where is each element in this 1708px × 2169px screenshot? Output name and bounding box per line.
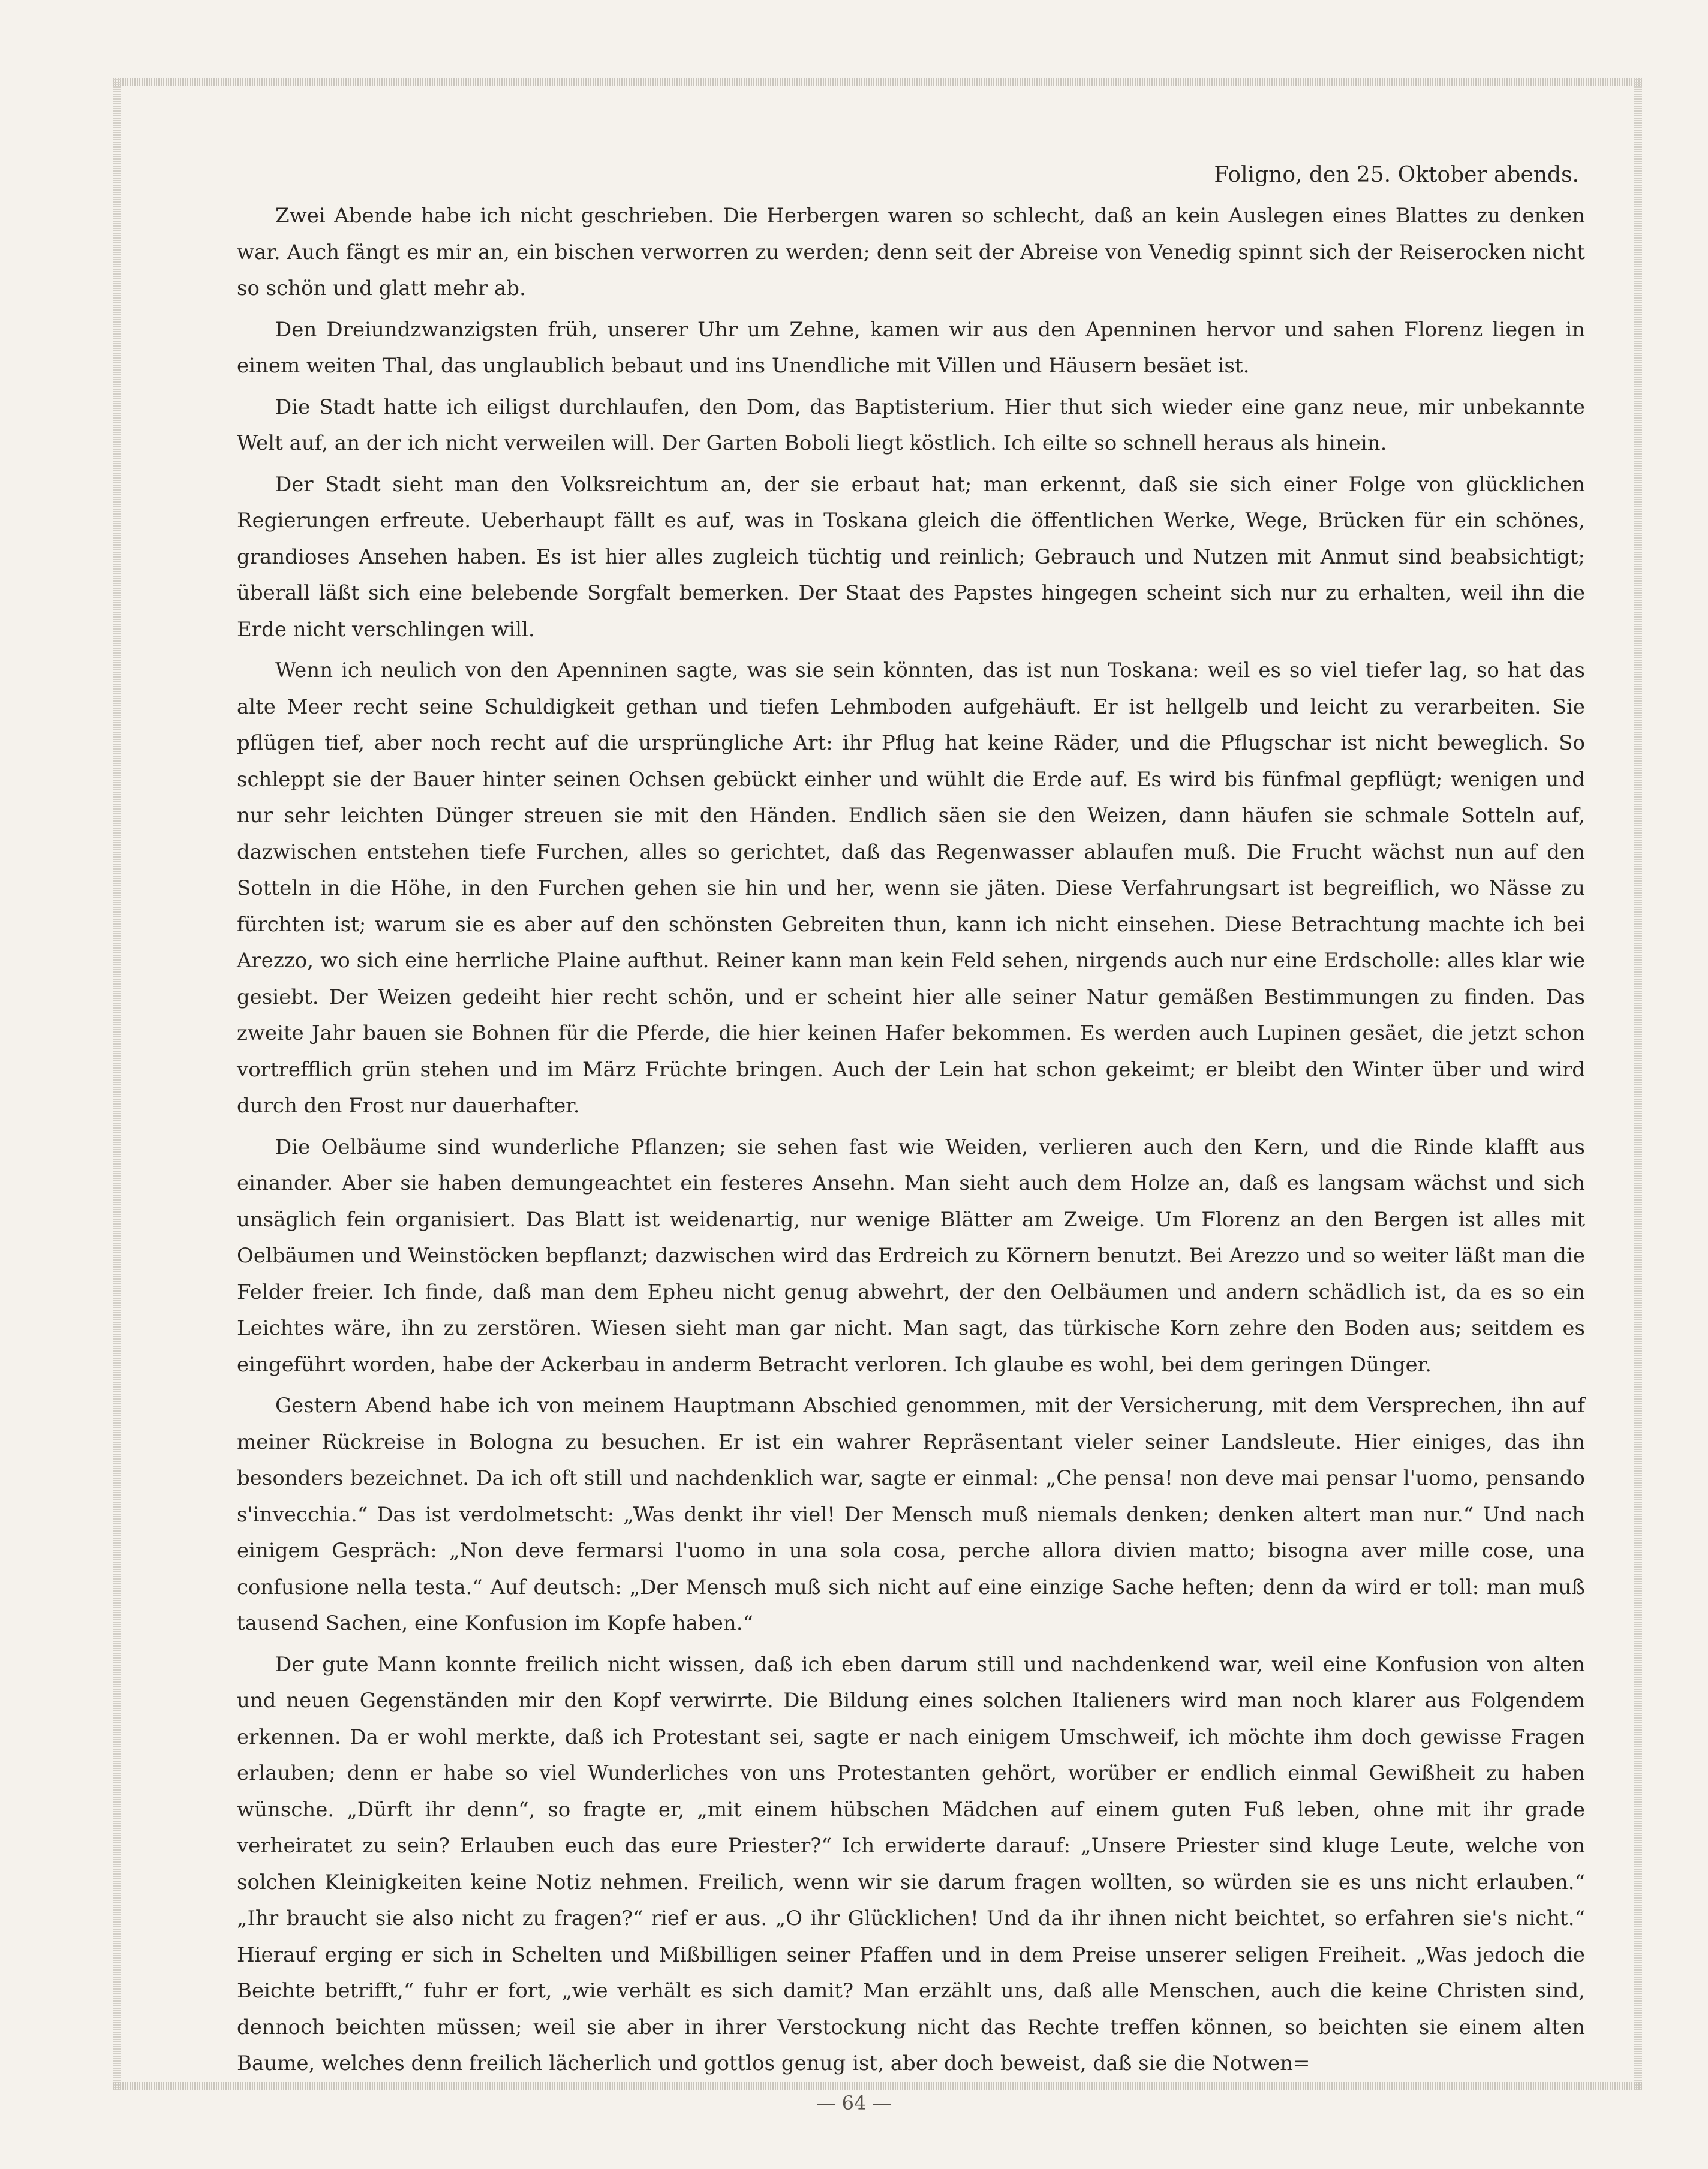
paragraph: Die Oelbäume sind wunderliche Pflanzen; sie sehen fast wie Weiden, verlieren auch den Kern, und die Rinde klafft aus einander. Aber sie haben demungeachtet ein festeres Ansehn. Man sieht auch dem Holze an, daß es langsam wächst und sich unsäglich fein organisiert. Das Blatt ist weidenartig, nur wenige Blätter am Zweige. Um Florenz an den Bergen ist alles mit Oelbäumen und Weinstöcken bepflanzt; dazwischen wird das Erdreich zu Körnern benutzt. Bei Arezzo und so weiter läßt man die Felder freier. Ich finde, daß man dem Epheu nicht genug abwehrt, der den Oelbäumen und andern schädlich ist, da es so ein Leichtes wäre, ihn zu zerstören. Wiesen sieht man gar nicht. Man sagt, das türkische Korn zehre den Boden aus; seitdem es eingeführt worden, habe der Ackerbau in anderm Betracht verloren. Ich glaube es wohl, bei dem geringen Dünger. [237,1135,1585,1377]
paragraph: Wenn ich neulich von den Apenninen sagte, was sie sein könnten, das ist nun Toskana: weil es so viel tiefer lag, so hat das alte Meer recht seine Schuldigkeit gethan und tiefen Lehmboden aufgehäuft. Er ist hellgelb und leicht zu verarbeiten. Sie pflügen tief, aber noch recht auf die ursprüngliche Art: ihr Pflug hat keine Räder, und die Pflugschar ist nicht beweglich. So schleppt sie der Bauer hinter seinen Ochsen gebückt einher und wühlt die Erde auf. Es wird bis fünfmal gepflügt; wenigen und nur sehr leichten Dünger streuen sie mit den Händen. Endlich säen sie den Weizen, dann häufen sie schmale Sotteln auf, dazwischen entstehen tiefe Furchen, alles so gerichtet, daß das Regenwasser ablaufen muß. Die Frucht wächst nun auf den Sotteln in die Höhe, in den Furchen gehen sie hin und her, wenn sie jäten. Diese Verfahrungsart ist begreiflich, wo Nässe zu fürchten ist; warum sie es aber auf den schönsten Gebreiten thun, kann ich nicht einsehen. Diese Betrachtung machte ich bei Arezzo, wo sich eine herrliche Plaine aufthut. Reiner kann man kein Feld sehen, nirgends auch nur eine Erdscholle: alles klar wie gesiebt. Der Weizen gedeiht hier recht schön, und er scheint hier alle seiner Natur gemäßen Bestimmungen zu finden. Das zweite Jahr bauen sie Bohnen für die Pferde, die hier keinen Hafer bekommen. Es werden auch Lupinen gesäet, die jetzt schon vortrefflich grün stehen und im März Früchte bringen. Auch der Lein hat schon gekeimt; er bleibt den Winter über und wird durch den Frost nur dauerhafter. [237,658,1585,1118]
paragraph: Der Stadt sieht man den Volksreichtum an, der sie erbaut hat; man erkennt, daß sie sich einer Folge von glücklichen Regierungen erfreute. Ueberhaupt fällt es auf, was in Toskana gleich die öffentlichen Werke, Wege, Brücken für ein schönes, grandioses Ansehen haben. Es ist hier alles zugleich tüchtig und reinlich; Gebrauch und Nutzen mit Anmut sind beabsichtigt; überall läßt sich eine belebende Sorgfalt bemerken. Der Staat des Papstes hingegen scheint sich nur zu erhalten, weil ihn die Erde nicht verschlingen will. [237,472,1585,642]
page-frame-right [1634,78,1642,2090]
dateline: Foligno, den 25. Oktober abends. [1214,163,1579,187]
page-content [237,157,1585,2087]
paragraph: Der gute Mann konnte freilich nicht wissen, daß ich eben darum still und nachdenkend war, weil eine Konfusion von alten und neuen Gegenständen mir den Kopf verwirrte. Die Bildung eines solchen Italieners wird man noch klarer aus Folgendem erkennen. Da er wohl merkte, daß ich Protestant sei, sagte er nach einigem Umschweif, ich möchte ihm doch gewisse Fragen erlauben; denn er habe so viel Wunderliches von uns Protestanten gehört, worüber er endlich einmal Gewißheit zu haben wünsche. „Dürft ihr denn“, so fragte er, „mit einem hübschen Mädchen auf einem guten Fuß leben, ohne mit ihr grade verheiratet zu sein? Erlauben euch das eure Priester?“ Ich erwiderte darauf: „Unsere Priester sind kluge Leute, welche von solchen Kleinigkeiten keine Notiz nehmen. Freilich, wenn wir sie darum fragen wollten, so würden sie es uns nicht erlauben.“ „Ihr braucht sie also nicht zu fragen?“ rief er aus. „O ihr Glücklichen! Und da ihr ihnen nicht beichtet, so erfahren sie's nicht.“ Hierauf erging er sich in Schelten und Mißbilligen seiner Pfaffen und in dem Preise unserer seligen Freiheit. „Was jedoch die Beichte betrifft,“ fuhr er fort, „wie verhält es sich damit? Man erzählt uns, daß alle Menschen, auch die keine Christen sind, dennoch beichten müssen; weil sie aber in ihrer Verstockung nicht das Rechte treffen können, so beichten sie einem alten Baume, welches denn freilich lächerlich und gottlos genug ist, aber doch beweist, daß sie die Notwen= [237,1652,1585,2075]
page-frame-left [113,78,121,2090]
paragraph: Den Dreiundzwanzigsten früh, unserer Uhr um Zehne, kamen wir aus den Apenninen hervor und sahen Florenz liegen in einem weiten Thal, das unglaublich bebaut und ins Unendliche mit Villen und Häusern besäet ist. [237,317,1585,378]
paragraph: Gestern Abend habe ich von meinem Hauptmann Abschied genommen, mit der Versicherung, mit dem Versprechen, ihn auf meiner Rückreise in Bologna zu besuchen. Er ist ein wahrer Repräsentant vieler seiner Landsleute. Hier einiges, das ihn besonders bezeichnet. Da ich oft still und nachdenklich war, sagte er einmal: „Che pensa! non deve mai pensar l'uomo, pensando s'invecchia.“ Das ist verdolmetscht: „Was denkt ihr viel! Der Mensch muß niemals denken; denken altert man nur.“ Und nach einigem Gespräch: „Non deve fermarsi l'uomo in una sola cosa, perche allora divien matto; bisogna aver mille cose, una confusione nella testa.“ Auf deutsch: „Der Mensch muß sich nicht auf eine einzige Sache heften; denn da wird er toll: man muß tausend Sachen, eine Konfusion im Kopfe haben.“ [237,1394,1585,1635]
page-frame-top [113,78,1642,86]
paragraph: Zwei Abende habe ich nicht geschrieben. Die Herbergen waren so schlecht, daß an kein Auslegen eines Blattes zu denken war. Auch fängt es mir an, ein bischen verworren zu werden; denn seit der Abreise von Venedig spinnt sich der Reiserocken nicht so schön und glatt mehr ab. [237,204,1585,300]
paragraph: Die Stadt hatte ich eiligst durchlaufen, den Dom, das Baptisterium. Hier thut sich wieder eine ganz neue, mir unbekannte Welt auf, an der ich nicht verweilen will. Der Garten Boboli liegt köstlich. Ich eilte so schnell heraus als hinein. [237,395,1585,455]
page-number: — 64 — [816,2092,892,2114]
